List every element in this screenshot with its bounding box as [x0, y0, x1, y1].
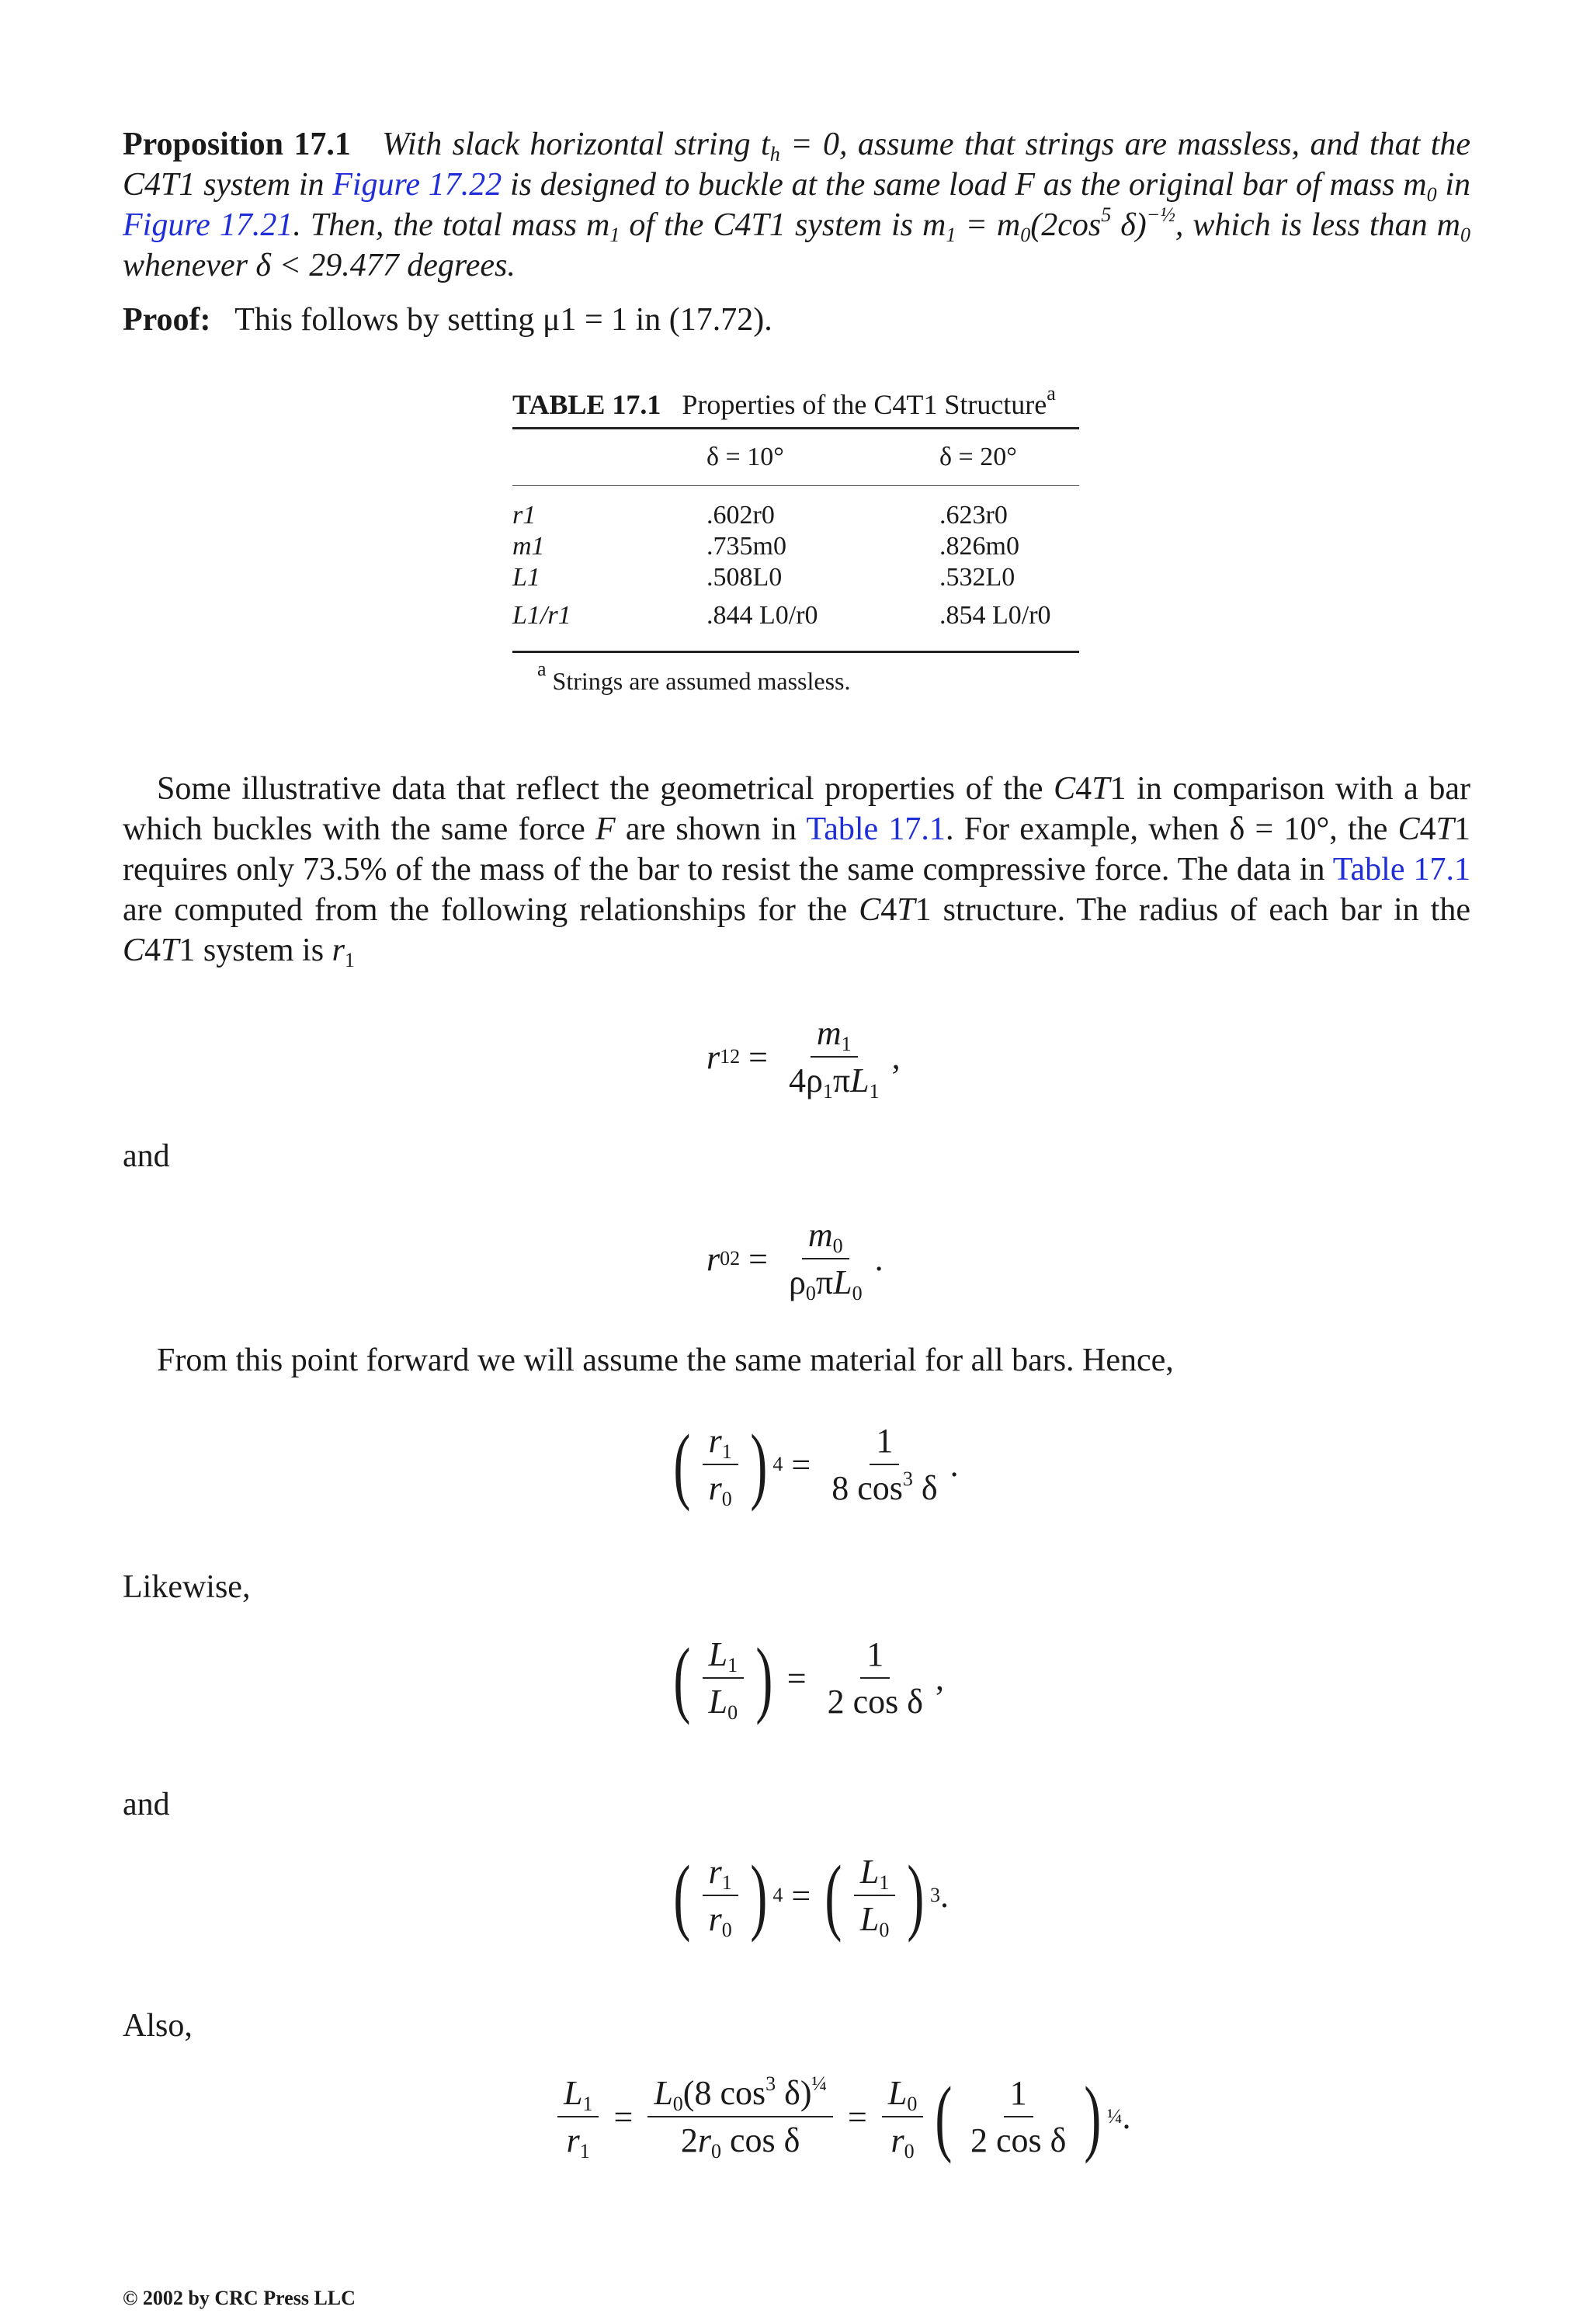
page-body	[123, 124, 1470, 340]
likewise-label: Likewise,	[123, 1569, 251, 1605]
equation-r1: r 1 2 = $\frac{m_1}{4\rho_1\pi L_1}$ ,	[706, 1014, 901, 1103]
table-row: L1 .508L0 .532L0	[512, 563, 1015, 592]
equation-ratio-r4: ( $\frac{r_1}{r_0}$ ) 4 = $\frac{1}{8 \cos^3 \delta}$ .	[673, 1417, 959, 1512]
proof-paragraph	[123, 300, 1470, 340]
table-caption: TABLE 17.1 Properties of the C4T1 Structure$^a$	[512, 382, 1056, 420]
copyright-footer: © 2002 by CRC Press LLC	[123, 2287, 356, 2309]
table-row: L1/r1 .844 L0/r0 .854 L0/r0	[512, 601, 1051, 630]
table-17-1-link[interactable]: Table 17.1	[1332, 852, 1470, 888]
table-footnote: $^a$ Strings are assumed massless.	[537, 658, 851, 695]
and-label-1: and	[123, 1138, 170, 1174]
equation-L1-over-r1: $\frac{L_1}{r_1}$ = $\frac{L_0(8 \cos^3 \delta)^{\frac{1}{4}}}{2r_0 \cos \delta}$ = $\frac{L_0}{r_0}$ ( $\frac{1}{\text{2 cos δ}}$ ) ¼ .	[551, 2073, 1130, 2160]
table-17-1	[512, 382, 1079, 696]
p1: Some illustrative data that reflect the geometrical properties of the C4T1 in comparison with a bar which buckles with the same force F are shown in Table 17.1. For example, when δ = 10°, the C4T1 requires only 73.5% of the mass of the bar to resist the same compressive force. The data in Table 17.1 are computed from the following relationships for the C4T1 structure. The radius of each bar in the C4T1 system is $r_1$	[123, 771, 1470, 971]
body-paragraph	[123, 769, 1470, 971]
col-header-10: δ = 10°	[706, 443, 784, 471]
proposition-label: Proposition 17.1	[123, 127, 351, 162]
figure-17-22-link[interactable]: Figure 17.22	[332, 167, 502, 203]
equation-ratio-r4-L3: ( $\frac{r_1}{r_0}$ ) 4 = ( $\frac{L_1}{L_0}$ ) 3 .	[673, 1848, 949, 1943]
equation-r0: r 0 2 = $\frac{m_0}{\rho_0\pi L_0}$ .	[706, 1216, 884, 1304]
p2: From this point forward we will assume the same material for all bars. Hence,	[157, 1343, 1174, 1378]
col-header-20: δ = 20°	[939, 443, 1017, 471]
table-row: r1 .602r0 .623r0	[512, 501, 1008, 530]
table-header-row	[512, 429, 1079, 485]
proposition-paragraph	[123, 124, 1470, 286]
proof-text: This follows by setting μ1 = 1 in (17.72).	[234, 302, 772, 338]
table-row: m1 .735m0 .826m0	[512, 532, 1019, 561]
and-label-2: and	[123, 1787, 170, 1822]
table-17-1-link[interactable]: Table 17.1	[806, 811, 946, 847]
also-label: Also,	[123, 2008, 193, 2044]
figure-17-21-link[interactable]: Figure 17.21	[123, 207, 293, 243]
equation-ratio-L: ( $\frac{L_1}{L_0}$ ) = $\frac{1}{\text{2 cos δ}}$ ,	[673, 1631, 944, 1725]
proposition-text: With slack horizontal string $t_h = 0$, assume that strings are massless, and that the C4T1 system in Figure 17.22 is designed to buckle at the same load F as the original bar of mass $m_0$ in Figure 17.21. Then, the total mass $m_1$ of the C4T1 system is $m_1 = m_0(2\cos^5$ δ)$^{-\frac{1}{2}}$, which is less than $m_0$ whenever δ < 29.477 degrees.	[123, 127, 1470, 283]
proof-label: Proof:	[123, 302, 211, 338]
